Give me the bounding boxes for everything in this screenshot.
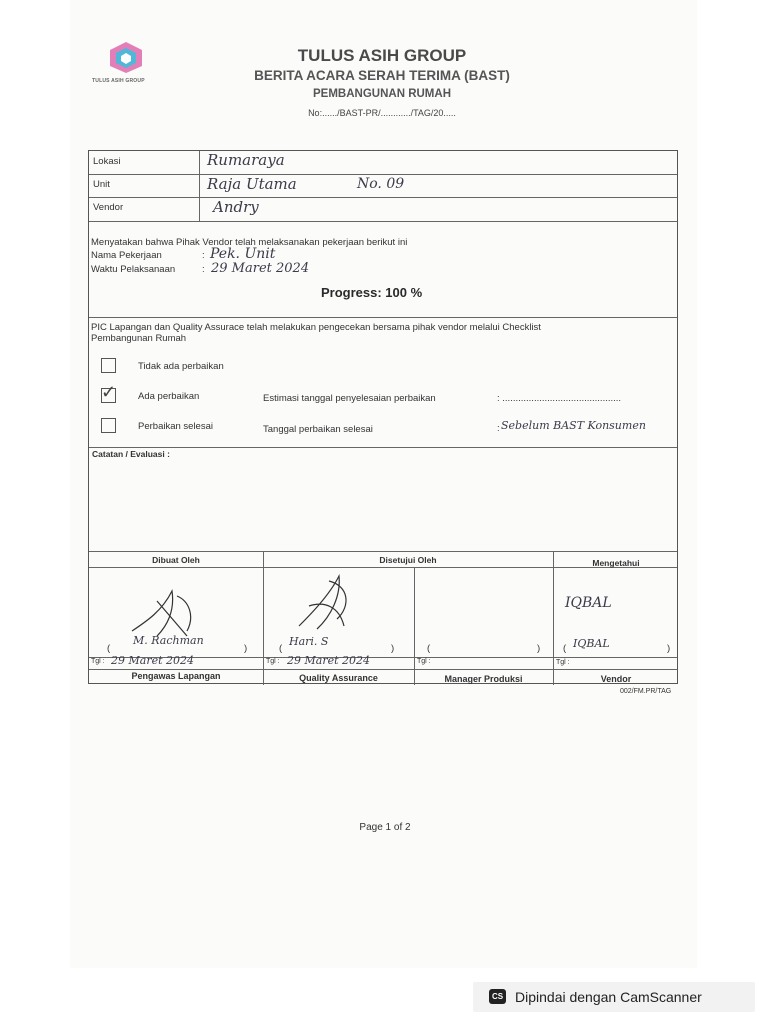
role-manager-produksi: Manager Produksi bbox=[444, 674, 523, 684]
name1-paren-open: ( bbox=[107, 643, 111, 654]
tgl-label-2: Tgl : bbox=[266, 658, 280, 665]
waktu-label: Waktu Pelaksanaan bbox=[91, 264, 176, 275]
page-number: Page 1 of 2 bbox=[359, 822, 411, 833]
tanggal-selesai-label: Tanggal perbaikan selesai bbox=[263, 424, 373, 435]
mengetahui-header: Mengetahui bbox=[592, 558, 640, 568]
name2-paren-open: ( bbox=[279, 643, 283, 654]
vendor-value: Andry bbox=[213, 198, 259, 216]
tidak-ada-perbaikan-label: Tidak ada perbaikan bbox=[138, 361, 224, 372]
estimasi-label: Estimasi tanggal penyelesaian perbaikan bbox=[263, 393, 436, 404]
document-number: No:....../BAST-PR/............/TAG/20..... bbox=[308, 108, 456, 118]
document-subtitle: PEMBANGUNAN RUMAH bbox=[313, 88, 451, 100]
tgl-label-1: Tgl : bbox=[91, 658, 105, 665]
perbaikan-selesai-label: Perbaikan selesai bbox=[138, 421, 213, 432]
statement-intro: Menyatakan bahwa Pihak Vendor telah melaksanakan pekerjaan berikut ini bbox=[91, 237, 408, 248]
signature-quality-assurance bbox=[289, 571, 359, 641]
name1-paren-close: ) bbox=[244, 643, 248, 654]
catatan-label: Catatan / Evaluasi : bbox=[92, 449, 170, 459]
name2-paren-close: ) bbox=[391, 643, 395, 654]
tanggal-selesai-colon: : bbox=[497, 423, 500, 434]
tanggal-selesai-value: Sebelum BAST Konsumen bbox=[501, 419, 646, 432]
logo-text: TULUS ASIH GROUP bbox=[92, 78, 145, 84]
progress-text: Progress: 100 % bbox=[321, 285, 423, 300]
name3-paren-open: ( bbox=[427, 643, 431, 654]
disetujui-oleh-header: Disetujui Oleh bbox=[379, 555, 437, 565]
name-pengawas: M. Rachman bbox=[133, 634, 204, 647]
company-logo bbox=[92, 40, 162, 84]
checkmark-icon: ✓ bbox=[101, 382, 117, 402]
tidak-ada-perbaikan-checkbox[interactable] bbox=[101, 358, 116, 373]
tgl-label-4: Tgl : bbox=[556, 659, 570, 666]
ada-perbaikan-label: Ada perbaikan bbox=[138, 391, 200, 402]
tgl-quality-assurance: 29 Maret 2024 bbox=[287, 654, 370, 667]
hexagon-logo-icon bbox=[106, 40, 146, 74]
vendor-label: Vendor bbox=[93, 202, 124, 213]
camscanner-watermark bbox=[473, 982, 755, 1012]
signature-vendor-text: IQBAL bbox=[565, 595, 612, 611]
waktu-colon: : bbox=[202, 264, 205, 275]
camscanner-logo-icon: CS bbox=[489, 989, 506, 1004]
name-vendor: IQBAL bbox=[573, 637, 610, 650]
perbaikan-selesai-checkbox[interactable] bbox=[101, 418, 116, 433]
estimasi-value: : ............................................. bbox=[497, 393, 622, 404]
camscanner-text: Dipindai dengan CamScanner bbox=[515, 989, 702, 1005]
nama-pekerjaan-value: Pek. Unit bbox=[210, 246, 276, 262]
name4-paren-open: ( bbox=[563, 643, 567, 654]
dibuat-oleh-header: Dibuat Oleh bbox=[152, 555, 200, 565]
form-code: 002/FM.PR/TAG bbox=[620, 688, 672, 695]
company-name: TULUS ASIH GROUP bbox=[297, 46, 467, 65]
name4-paren-close: ) bbox=[667, 643, 671, 654]
document-title: BERITA ACARA SERAH TERIMA (BAST) bbox=[254, 68, 510, 83]
unit-value: Raja Utama bbox=[207, 175, 297, 193]
lokasi-value: Rumaraya bbox=[207, 151, 285, 169]
check-intro-line1: PIC Lapangan dan Quality Assurace telah melakukan pengecekan bersama pihak vendor melalui Checklist bbox=[91, 322, 541, 333]
lokasi-label: Lokasi bbox=[93, 156, 121, 167]
nama-pekerjaan-label: Nama Pekerjaan bbox=[91, 250, 162, 261]
role-vendor: Vendor bbox=[600, 674, 632, 684]
nama-pekerjaan-colon: : bbox=[202, 250, 205, 261]
tgl-label-3: Tgl : bbox=[417, 658, 431, 665]
tgl-pengawas: 29 Maret 2024 bbox=[111, 654, 194, 667]
role-quality-assurance: Quality Assurance bbox=[299, 673, 378, 683]
unit-number: No. 09 bbox=[357, 176, 405, 192]
check-intro-line2: Pembangunan Rumah bbox=[91, 333, 187, 344]
name-quality-assurance: Hari. S bbox=[289, 635, 329, 648]
unit-label: Unit bbox=[93, 179, 110, 190]
role-pengawas-lapangan: Pengawas Lapangan bbox=[131, 671, 221, 681]
waktu-value: 29 Maret 2024 bbox=[211, 261, 310, 276]
name3-paren-close: ) bbox=[537, 643, 541, 654]
bast-form bbox=[88, 150, 678, 684]
